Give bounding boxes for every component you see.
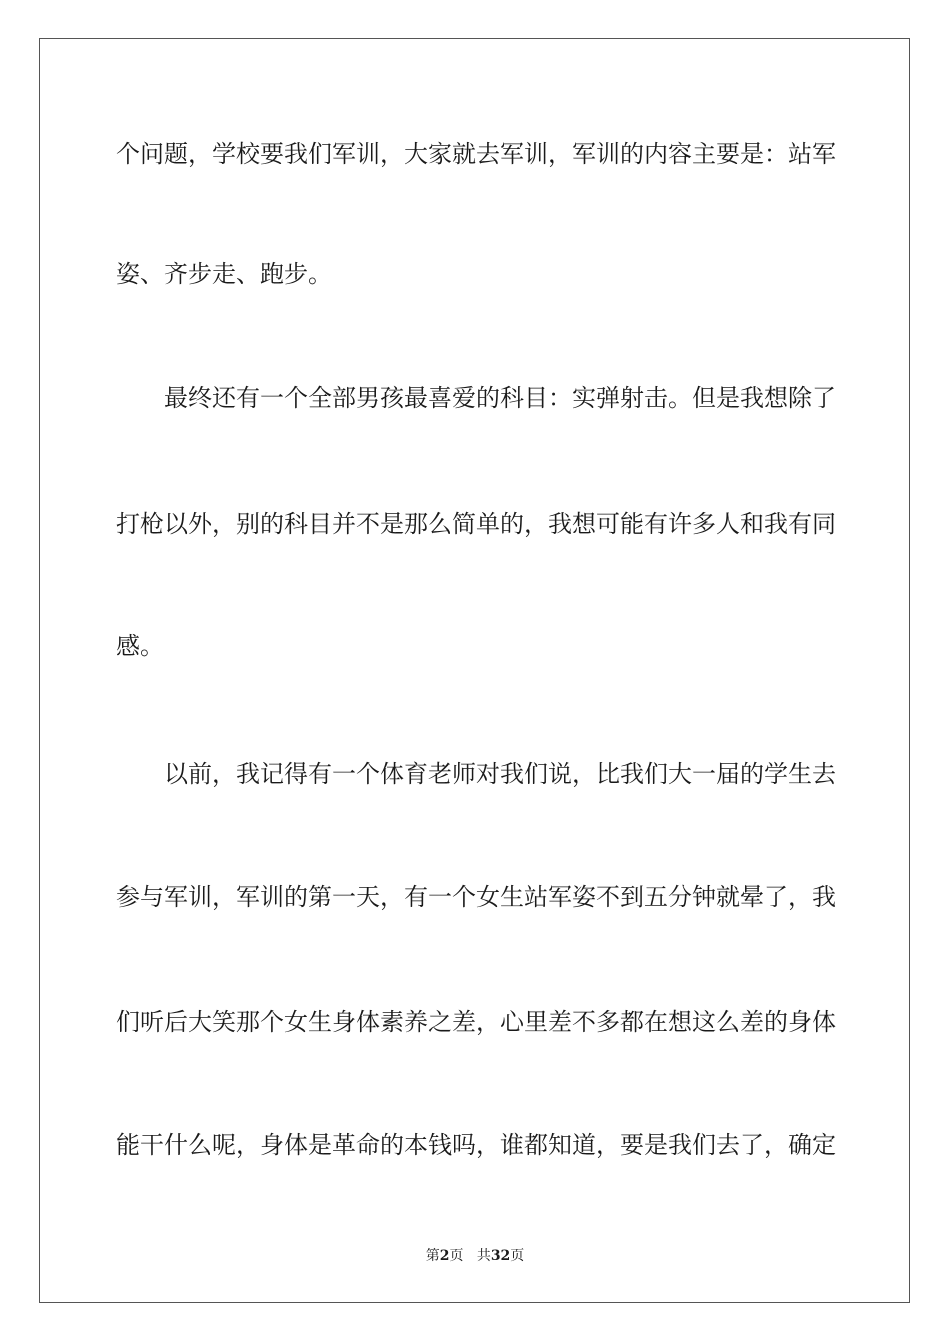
footer-total-pages: 32 [490,1248,511,1264]
text-line: 姿、齐步走、跑步。 [116,260,332,288]
text-line: 能干什么呢，身体是革命的本钱吗，谁都知道，要是我们去了，确定 [116,1131,836,1159]
text-line: 感。 [116,632,164,660]
text-line: 个问题，学校要我们军训，大家就去军训，军训的内容主要是：站军 [116,140,836,168]
text-line: 们听后大笑那个女生身体素养之差，心里差不多都在想这么差的身体 [116,1008,836,1036]
page-border [39,38,910,1303]
footer-prefix: 第 [425,1248,440,1264]
text-line: 打枪以外，别的科目并不是那么简单的，我想可能有许多人和我有同 [116,510,836,538]
text-line: 以前，我记得有一个体育老师对我们说，比我们大一届的学生去 [164,760,836,788]
footer-total-prefix: 共 [476,1248,491,1264]
text-line: 最终还有一个全部男孩最喜爱的科目：实弹射击。但是我想除了 [164,384,836,412]
footer-page-number: 2 [439,1248,450,1264]
page-footer [0,1246,950,1266]
footer-total-suffix: 页 [510,1248,525,1264]
footer-page-suffix: 页 [449,1248,464,1264]
text-line: 参与军训，军训的第一天，有一个女生站军姿不到五分钟就晕了，我 [116,883,836,911]
